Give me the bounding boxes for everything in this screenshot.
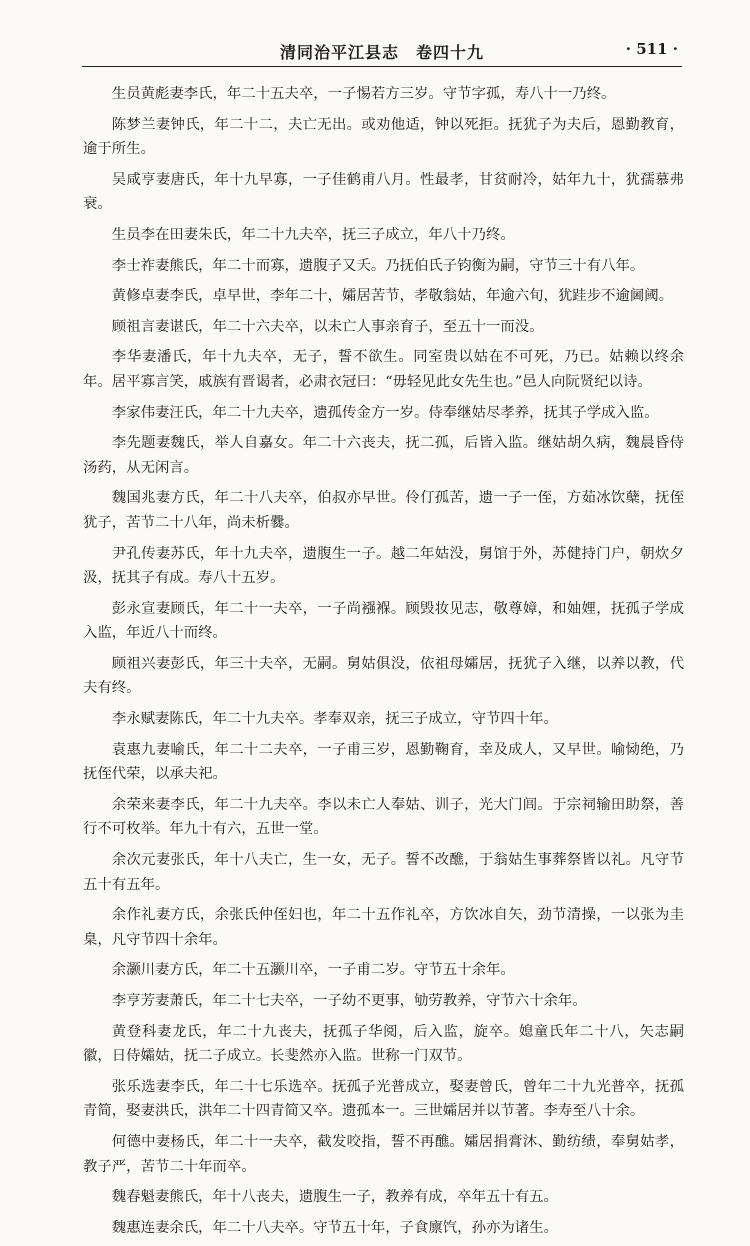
biography-paragraph: 李先题妻魏氏，举人自嘉女。年二十六丧夫，抚二孤，后皆入监。继姑胡久病，魏晨昏侍汤药，从无闲言。: [83, 435, 684, 476]
biography-paragraph: 李华妻潘氏，年十九夫卒，无子，誓不欲生。同室贵以姑在不可死，乃已。姑赖以终余年。居平寡言笑，戚族有晋谒者，必肃衣冠曰：“毋轻见此女先生也。”邑人向阮贤纪以诗。: [83, 349, 684, 390]
biography-paragraph: 生员李在田妻朱氏，年二十九夫卒，抚三子成立，年八十乃终。: [111, 226, 515, 243]
biography-paragraph: 黄修卓妻李氏，卓早世，李年二十，孀居苦节，孝敬翁姑，年逾六旬，犹跬步不逾阃阈。: [111, 288, 674, 305]
page-number: · 511 ·: [625, 40, 678, 58]
page-header: [82, 34, 682, 67]
document-body: [83, 82, 684, 1246]
biography-paragraph: 魏春魁妻熊氏，年十八丧夫，遗腹生一子，教养有成，卒年五十有五。: [111, 1189, 558, 1206]
biography-paragraph: 彭永宣妻顾氏，年二十一夫卒，一子尚襁褓。顾毁妆见志，敬尊嫜，和妯娌，抚孤子学成入监，年近八十而终。: [83, 600, 684, 642]
biography-paragraph: 李永赋妻陈氏，年二十九夫卒。孝奉双亲，抚三子成立，守节四十年。: [111, 711, 558, 728]
biography-paragraph: 张乐选妻李氏，年二十七乐选卒。抚孤子光普成立，娶妻曾氏，曾年二十九光普卒，抚孤青简，娶妻洪氏，洪年二十四青简又卒。遗孤本一。三世孀居并以节著。李寿至八十余。: [83, 1078, 684, 1120]
biography-paragraph: 李亨芳妻萧氏，年二十七夫卒，一子幼不更事，劬劳教养，守节六十余年。: [111, 993, 587, 1009]
biography-paragraph: 余灏川妻方氏，年二十五灏川卒，一子甫二岁。守节五十余年。: [111, 962, 515, 979]
biography-paragraph: 吴咸亨妻唐氏，年十九早寡，一子佳鹤甫八月。性最孝，甘贫耐冷，姑年九十，犹孺慕弗衰。: [83, 171, 684, 213]
biography-paragraph: 顾祖兴妻彭氏，年三十夫卒，无嗣。舅姑俱没，依祖母孀居，抚犹子入继，以养以教，代夫有终。: [83, 655, 684, 697]
biography-paragraph: 魏惠连妻余氏，年二十八夫卒。守节五十年，子食廪饩，孙亦为诸生。: [111, 1219, 558, 1236]
biography-paragraph: 李士祚妻熊氏，年二十而寡，遗腹子又夭。乃抚伯氏子钧衡为嗣，守节三十有八年。: [111, 257, 645, 274]
biography-paragraph: 顾祖言妻谌氏，年二十六夫卒，以未亡人事亲育子，至五十一而没。: [111, 318, 544, 335]
header-title: 清同治平江县志 卷四十九: [279, 43, 484, 62]
biography-paragraph: 袁惠九妻喻氏，年二十二夫卒，一子甫三岁，恩勤鞠育，幸及成人，又早世。喻恸绝，乃抚侄代荣，以承夫祀。: [83, 741, 684, 783]
biography-paragraph: 生员黄彪妻李氏，年二十五夫卒，一子惕若方三岁。守节字孤，寿八十一乃终。: [111, 86, 616, 102]
biography-paragraph: 余作礼妻方氏，余张氏仲侄妇也，年二十五作礼卒，方饮冰自矢，劲节清操，一以张为圭臬，凡守节四十余年。: [83, 907, 684, 948]
biography-paragraph: 黄登科妻龙氏，年二十九丧夫，抚孤子华阅，后入监，旋卒。媳童氏年二十八，矢志嗣徽，日侍孀姑，抚二子成立。长斐然亦入监。世称一门双节。: [83, 1023, 684, 1065]
biography-paragraph: 李家伟妻汪氏，年二十九夫卒，遗孤传金方一岁。侍奉继姑尽孝养，抚其子学成入监。: [111, 404, 659, 421]
biography-paragraph: 何德中妻杨氏，年二十一夫卒，截发咬指，誓不再醮。孀居捐膏沐、勤纺绩，奉舅姑孝，教子严，苦节二十年而卒。: [83, 1133, 684, 1175]
biography-paragraph: 陈梦兰妻钟氏，年二十二，夫亡无出。或劝他适，钟以死拒。抚犹子为夫后，恩勤教育，逾于所生。: [83, 116, 684, 158]
biography-paragraph: 尹孔传妻苏氏，年十九夫卒，遗腹生一子。越二年姑没，舅馆于外，苏健持门户，朝炊夕汲，抚其子有成。寿八十五岁。: [83, 545, 684, 587]
biography-paragraph: 魏国兆妻方氏，年二十八夫卒，伯叔亦早世。伶仃孤苦，遗一子一侄，方茹冰饮蘖，抚侄犹子，苦节二十八年，尚未析爨。: [83, 490, 684, 531]
biography-paragraph: 余荣来妻李氏，年二十九夫卒。李以未亡人奉姑、训子，光大门闾。于宗祠输田助祭，善行不可枚举。年九十有六，五世一堂。: [83, 796, 684, 838]
biography-paragraph: 余次元妻张氏，年十八夫亡，生一女，无子。誓不改醮，于翁姑生事葬祭皆以礼。凡守节五十有五年。: [83, 852, 684, 893]
